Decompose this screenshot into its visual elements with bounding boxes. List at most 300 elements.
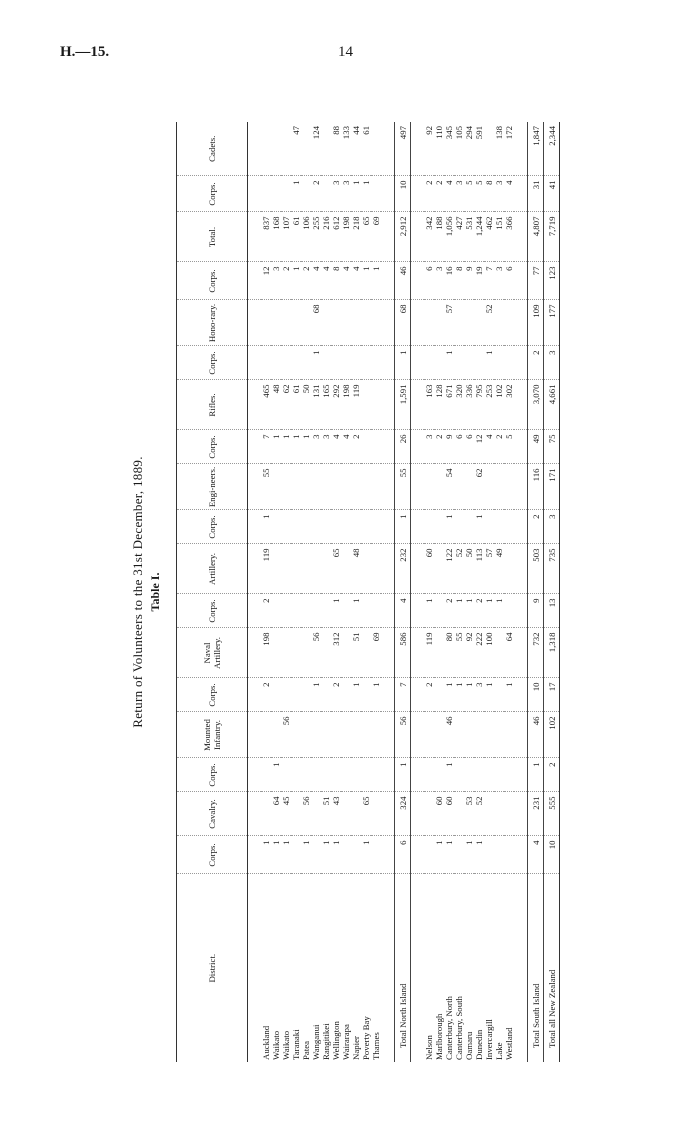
- table-cell: [494, 792, 504, 836]
- table-cell: 1: [371, 678, 381, 712]
- table-cell: 1: [361, 836, 371, 874]
- spacer-cell: [248, 712, 262, 758]
- table-cell: 462: [484, 212, 494, 262]
- table-cell: 198: [341, 380, 351, 430]
- table-cell: 6: [424, 262, 434, 300]
- spacer-cell: [411, 594, 425, 628]
- table-row: [271, 122, 281, 1062]
- table-cell: 57: [444, 300, 454, 346]
- table-row: [464, 122, 474, 1062]
- table-cell: 1: [504, 678, 514, 712]
- table-cell: [454, 510, 464, 544]
- table-cell: 9: [464, 262, 474, 300]
- table-cell: 2: [434, 176, 444, 212]
- table-cell: 77: [528, 262, 544, 300]
- table-cell: [281, 300, 291, 346]
- table-cell: 6: [454, 430, 464, 464]
- table-cell: 1: [281, 836, 291, 874]
- table-cell: [311, 758, 321, 792]
- table-cell: 12: [261, 262, 271, 300]
- spacer-cell: [514, 792, 528, 836]
- table-cell: 80: [444, 628, 454, 678]
- spacer-cell: [514, 874, 528, 1062]
- table-cell: 1: [331, 594, 341, 628]
- table-cell: 50: [464, 544, 474, 594]
- table-cell: 9: [528, 594, 544, 628]
- spacer-cell: [381, 712, 395, 758]
- spacer-cell: [411, 712, 425, 758]
- district-name: Marlborough: [434, 1013, 444, 1060]
- table-cell: [341, 758, 351, 792]
- table-cell: 1: [311, 346, 321, 380]
- rotated-table-block: [130, 122, 575, 1062]
- column-header: Rifles.: [177, 380, 248, 430]
- spacer-cell: [381, 510, 395, 544]
- table-cell: 231: [528, 792, 544, 836]
- spacer-cell: [514, 300, 528, 346]
- table-cell: 68: [395, 300, 411, 346]
- table-cell: [301, 712, 311, 758]
- district-name: Westland: [504, 1027, 514, 1060]
- table-cell: 151: [494, 212, 504, 262]
- table-cell: 48: [351, 544, 361, 594]
- spacer-cell: [411, 836, 425, 874]
- district-name: Canterbury, North: [444, 996, 454, 1060]
- spacer-cell: [381, 380, 395, 430]
- table-cell: [271, 594, 281, 628]
- table-cell: 128: [434, 380, 444, 430]
- table-cell: 591: [474, 122, 484, 176]
- table-cell: 1: [494, 594, 504, 628]
- spacer-cell: [411, 758, 425, 792]
- table-cell: 503: [528, 544, 544, 594]
- table-cell: 9: [444, 430, 454, 464]
- table-row: [281, 122, 291, 1062]
- spacer-cell: [411, 464, 425, 510]
- table-cell: 4: [444, 176, 454, 212]
- table-cell: 198: [341, 212, 351, 262]
- table-cell: 3: [494, 262, 504, 300]
- table-cell: [351, 510, 361, 544]
- spacer-cell: [248, 176, 262, 212]
- column-header: Corps.: [177, 678, 248, 712]
- table-cell: [291, 300, 301, 346]
- table-cell: 113: [474, 544, 484, 594]
- table-cell: 1: [454, 678, 464, 712]
- district-name: Patea: [301, 1040, 311, 1060]
- table-row: [371, 122, 381, 1062]
- table-cell: 65: [361, 212, 371, 262]
- table-cell: [371, 594, 381, 628]
- table-cell: [474, 346, 484, 380]
- table-cell: [261, 122, 271, 176]
- table-cell: [434, 300, 444, 346]
- table-cell: 17: [544, 678, 560, 712]
- table-cell: [291, 836, 301, 874]
- table-cell: [291, 346, 301, 380]
- table-cell: [271, 510, 281, 544]
- district-name: Wanganui: [311, 1024, 321, 1060]
- table-cell: 53: [464, 792, 474, 836]
- spacer-cell: [514, 346, 528, 380]
- table-cell: 1: [464, 678, 474, 712]
- table-cell: 69: [371, 212, 381, 262]
- table-cell: 1: [361, 176, 371, 212]
- spacer-cell: [248, 510, 262, 544]
- table-cell: 122: [444, 544, 454, 594]
- table-cell: [341, 594, 351, 628]
- spacer-cell: [248, 122, 262, 176]
- spacer-cell: [411, 122, 425, 176]
- district-name: Wellington: [331, 1021, 341, 1060]
- spacer-cell: [248, 464, 262, 510]
- table-cell: [311, 836, 321, 874]
- spacer-cell: [381, 874, 395, 1062]
- table-cell: 8: [484, 176, 494, 212]
- spacer-cell: [411, 430, 425, 464]
- table-cell: 51: [321, 792, 331, 836]
- table-cell: 1,847: [528, 122, 544, 176]
- table-cell: [271, 712, 281, 758]
- spacer-cell: [514, 594, 528, 628]
- table-cell: 64: [271, 792, 281, 836]
- table-cell: [464, 510, 474, 544]
- table-cell: [311, 544, 321, 594]
- table-cell: 49: [494, 544, 504, 594]
- table-cell: 48: [271, 380, 281, 430]
- district-name: Rangitikei: [321, 1023, 331, 1060]
- table-cell: 4: [331, 430, 341, 464]
- column-header: Hono-rary.: [177, 300, 248, 346]
- table-cell: 62: [281, 380, 291, 430]
- table-cell: [331, 712, 341, 758]
- table-cell: 5: [504, 430, 514, 464]
- table-cell: 3: [331, 176, 341, 212]
- table-cell: 69: [371, 628, 381, 678]
- table-cell: 2: [474, 594, 484, 628]
- spacer-cell: [411, 792, 425, 836]
- table-cell: 1: [261, 510, 271, 544]
- table-cell: 222: [474, 628, 484, 678]
- column-header: Corps.: [177, 594, 248, 628]
- table-subtitle: Table I.: [148, 572, 162, 612]
- district-name: Total South Island: [528, 874, 544, 1062]
- table-cell: 3: [544, 510, 560, 544]
- table-cell: 3: [424, 430, 434, 464]
- table-cell: 1: [271, 758, 281, 792]
- table-cell: 52: [454, 544, 464, 594]
- table-cell: 56: [311, 628, 321, 678]
- column-header: Corps.: [177, 176, 248, 212]
- table-row: [424, 122, 434, 1062]
- table-cell: [321, 300, 331, 346]
- district-name: Wairarapa: [341, 1024, 351, 1060]
- table-cell: 75: [544, 430, 560, 464]
- table-cell: 119: [351, 380, 361, 430]
- table-cell: [271, 628, 281, 678]
- spacer-cell: [381, 212, 395, 262]
- table-cell: [504, 758, 514, 792]
- district-name: Thames: [371, 1032, 381, 1060]
- table-cell: [271, 678, 281, 712]
- table-cell: 12: [474, 430, 484, 464]
- table-cell: [434, 758, 444, 792]
- table-cell: 1: [351, 678, 361, 712]
- table-cell: 3: [341, 176, 351, 212]
- table-cell: [484, 464, 494, 510]
- table-cell: 612: [331, 212, 341, 262]
- table-cell: [434, 510, 444, 544]
- spacer-cell: [248, 430, 262, 464]
- table-cell: 497: [395, 122, 411, 176]
- table-cell: [291, 594, 301, 628]
- table-cell: 6: [504, 262, 514, 300]
- table-cell: 2,912: [395, 212, 411, 262]
- table-cell: [504, 712, 514, 758]
- spacer-cell: [381, 300, 395, 346]
- table-cell: [371, 464, 381, 510]
- table-cell: [504, 510, 514, 544]
- table-cell: 1: [444, 678, 454, 712]
- table-row: [331, 122, 341, 1062]
- table-cell: [351, 300, 361, 346]
- table-cell: 1: [311, 678, 321, 712]
- grand-total-row: [544, 122, 560, 1062]
- table-cell: 586: [395, 628, 411, 678]
- table-cell: 172: [504, 122, 514, 176]
- table-cell: 1: [331, 836, 341, 874]
- table-cell: [361, 594, 371, 628]
- table-cell: 65: [331, 544, 341, 594]
- district-name: Poverty Bay: [361, 1016, 371, 1060]
- table-cell: [494, 712, 504, 758]
- table-cell: 165: [321, 380, 331, 430]
- table-cell: [424, 792, 434, 836]
- district-name: Nelson: [424, 1035, 434, 1060]
- table-cell: 3: [474, 678, 484, 712]
- page-reference: H.—15.: [60, 44, 110, 60]
- table-cell: [261, 346, 271, 380]
- table-cell: 171: [544, 464, 560, 510]
- table-cell: 2: [434, 430, 444, 464]
- total-row: [395, 122, 411, 1062]
- table-cell: [311, 464, 321, 510]
- table-cell: 5: [474, 176, 484, 212]
- spacer-cell: [411, 678, 425, 712]
- spacer-cell: [381, 346, 395, 380]
- table-cell: [271, 346, 281, 380]
- table-cell: [261, 176, 271, 212]
- table-cell: [271, 122, 281, 176]
- column-header: District.: [177, 874, 248, 1062]
- table-cell: 31: [528, 176, 544, 212]
- table-cell: [321, 594, 331, 628]
- table-cell: 732: [528, 628, 544, 678]
- table-cell: [321, 628, 331, 678]
- table-cell: [484, 836, 494, 874]
- table-cell: [291, 792, 301, 836]
- table-cell: [504, 300, 514, 346]
- spacer-cell: [381, 836, 395, 874]
- table-cell: 102: [494, 380, 504, 430]
- table-cell: 92: [464, 628, 474, 678]
- table-cell: 168: [271, 212, 281, 262]
- table-cell: [371, 544, 381, 594]
- table-row: [351, 122, 361, 1062]
- table-cell: 1: [395, 510, 411, 544]
- table-cell: 2,344: [544, 122, 560, 176]
- table-cell: 366: [504, 212, 514, 262]
- table-cell: 302: [504, 380, 514, 430]
- table-cell: [361, 380, 371, 430]
- table-cell: 1: [361, 262, 371, 300]
- table-cell: [484, 758, 494, 792]
- table-title: Return of Volunteers to the 31st December, 1889.: [130, 456, 145, 728]
- table-cell: 1: [424, 594, 434, 628]
- table-cell: 1: [464, 836, 474, 874]
- spacer-cell: [514, 262, 528, 300]
- table-cell: [434, 712, 444, 758]
- table-cell: [351, 464, 361, 510]
- spacer-cell: [514, 510, 528, 544]
- table-cell: 7: [261, 430, 271, 464]
- spacer-cell: [411, 874, 425, 1062]
- table-cell: [494, 346, 504, 380]
- table-cell: 2: [528, 510, 544, 544]
- table-cell: [331, 300, 341, 346]
- table-cell: [341, 544, 351, 594]
- table-cell: 1: [484, 678, 494, 712]
- table-cell: [361, 712, 371, 758]
- spacer-cell: [381, 594, 395, 628]
- table-cell: 177: [544, 300, 560, 346]
- spacer-cell: [381, 792, 395, 836]
- spacer-cell: [514, 380, 528, 430]
- table-cell: 7: [484, 262, 494, 300]
- table-cell: [261, 712, 271, 758]
- spacer-cell: [411, 628, 425, 678]
- spacer-cell: [411, 544, 425, 594]
- table-cell: [504, 346, 514, 380]
- table-cell: [494, 758, 504, 792]
- table-cell: 4: [484, 430, 494, 464]
- table-cell: [464, 300, 474, 346]
- spacer-cell: [248, 300, 262, 346]
- table-cell: [271, 544, 281, 594]
- table-cell: 138: [494, 122, 504, 176]
- table-cell: [424, 346, 434, 380]
- table-cell: 3: [454, 176, 464, 212]
- table-cell: 61: [291, 212, 301, 262]
- table-cell: 4: [351, 262, 361, 300]
- table-cell: [424, 712, 434, 758]
- table-cell: 8: [331, 262, 341, 300]
- table-cell: 56: [281, 712, 291, 758]
- table-cell: [454, 712, 464, 758]
- table-cell: 68: [311, 300, 321, 346]
- table-cell: 41: [544, 176, 560, 212]
- table-cell: 124: [311, 122, 321, 176]
- table-cell: [291, 758, 301, 792]
- table-row: [301, 122, 311, 1062]
- table-cell: [464, 758, 474, 792]
- table-cell: 55: [395, 464, 411, 510]
- table-cell: 2: [331, 678, 341, 712]
- district-name: Canterbury, South: [454, 996, 464, 1060]
- table-cell: [301, 300, 311, 346]
- table-cell: 294: [464, 122, 474, 176]
- table-cell: 55: [261, 464, 271, 510]
- table-cell: [361, 430, 371, 464]
- table-cell: 1: [351, 594, 361, 628]
- table-cell: 1: [528, 758, 544, 792]
- table-cell: 43: [331, 792, 341, 836]
- table-cell: 106: [301, 212, 311, 262]
- table-cell: [301, 122, 311, 176]
- spacer-cell: [248, 836, 262, 874]
- column-header: Cavalry.: [177, 792, 248, 836]
- district-name: Oamaru: [464, 1031, 474, 1060]
- spacer-cell: [248, 346, 262, 380]
- table-cell: [311, 594, 321, 628]
- table-cell: 60: [444, 792, 454, 836]
- table-cell: [321, 176, 331, 212]
- district-name: Waikato: [281, 1030, 291, 1060]
- table-cell: [454, 346, 464, 380]
- table-cell: 3,070: [528, 380, 544, 430]
- table-cell: 3: [494, 176, 504, 212]
- column-header: Corps.: [177, 430, 248, 464]
- spacer-cell: [248, 628, 262, 678]
- table-cell: [301, 346, 311, 380]
- table-cell: [371, 346, 381, 380]
- table-cell: 4,661: [544, 380, 560, 430]
- table-cell: 336: [464, 380, 474, 430]
- column-header: Engi-neers.: [177, 464, 248, 510]
- table-cell: [321, 510, 331, 544]
- table-cell: 1: [321, 836, 331, 874]
- table-cell: 1: [454, 594, 464, 628]
- table-cell: [424, 510, 434, 544]
- table-row: [361, 122, 371, 1062]
- table-cell: 4: [504, 176, 514, 212]
- spacer-cell: [411, 176, 425, 212]
- table-cell: [331, 510, 341, 544]
- table-cell: [484, 122, 494, 176]
- table-cell: [464, 464, 474, 510]
- table-cell: 163: [424, 380, 434, 430]
- table-cell: 1: [474, 836, 484, 874]
- table-cell: [494, 628, 504, 678]
- table-cell: 47: [291, 122, 301, 176]
- table-cell: [341, 300, 351, 346]
- table-cell: 2: [301, 262, 311, 300]
- table-cell: 320: [454, 380, 464, 430]
- table-cell: 1: [281, 430, 291, 464]
- table-cell: 1: [271, 430, 281, 464]
- table-cell: [434, 678, 444, 712]
- table-cell: [301, 758, 311, 792]
- table-cell: [424, 758, 434, 792]
- spacer-cell: [248, 678, 262, 712]
- table-row: [321, 122, 331, 1062]
- table-cell: 6: [395, 836, 411, 874]
- column-header: Total.: [177, 212, 248, 262]
- spacer-cell: [514, 430, 528, 464]
- table-cell: 531: [464, 212, 474, 262]
- table-cell: 1: [301, 430, 311, 464]
- table-cell: 188: [434, 212, 444, 262]
